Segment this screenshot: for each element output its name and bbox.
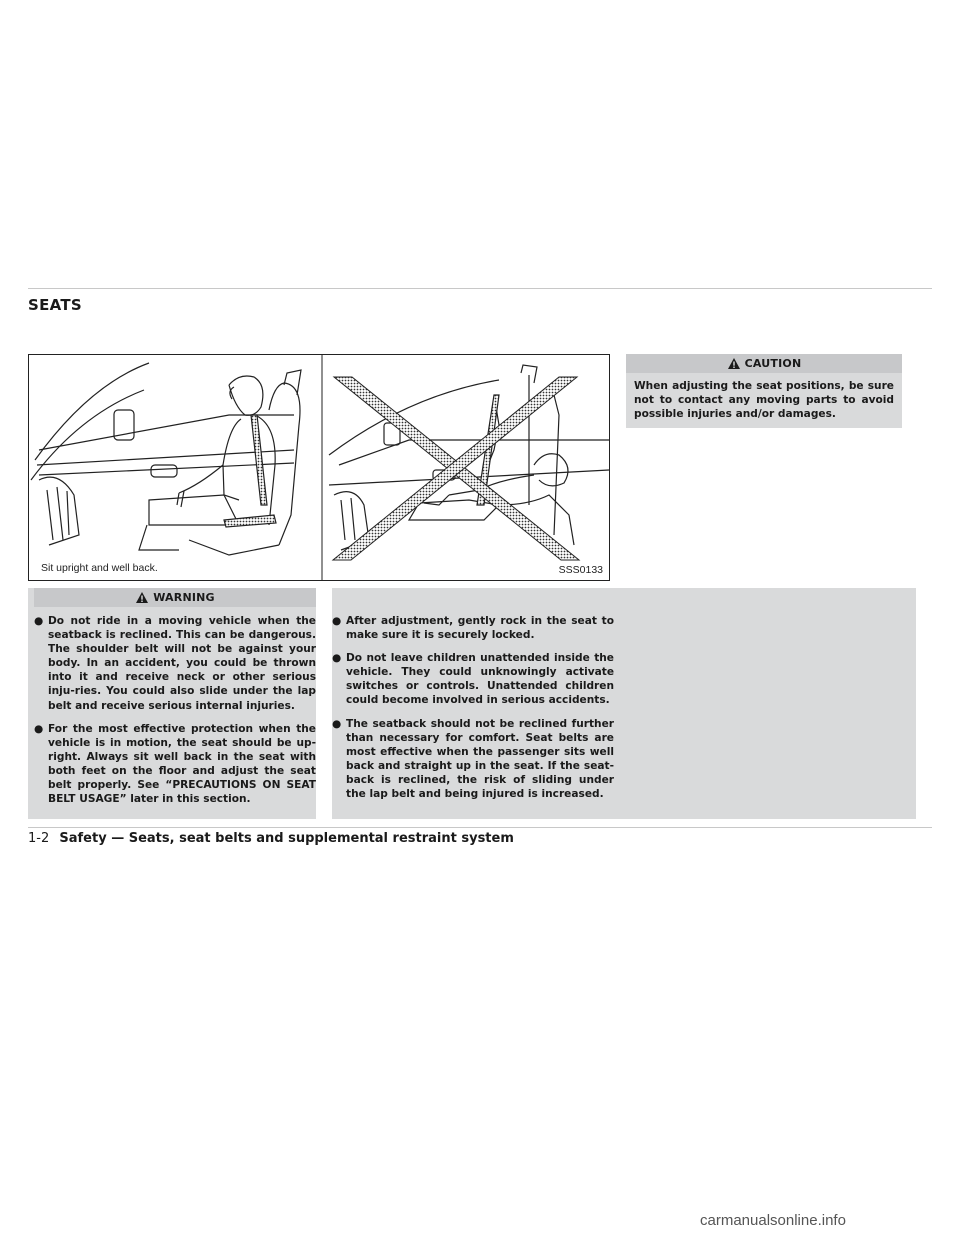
seat-illustration-drawing xyxy=(29,355,609,580)
warning-item-text: For the most effective protection when the vehicle is in motion, the seat should be up-right. Always sit well back in the seat with both feet on the floor and adjust the seat belt properly. See “PRECAUTIONS ON SEAT BELT USAGE” later in this section. xyxy=(48,722,316,806)
bullet-icon: ● xyxy=(34,615,44,627)
watermark: carmanualsonline.info xyxy=(700,1212,846,1229)
bullet-icon: ● xyxy=(332,717,342,730)
warning-item-text: After adjustment, gently rock in the seat to make sure it is securely locked. xyxy=(346,615,614,642)
warning-item-text: The seatback should not be reclined further than necessary for comfort. Seat belts are most effective when the passenger sits well back and straight up in the seat. If the seat-back is reclined, the risk of sliding under the lap belt and being injured is increased. xyxy=(346,717,614,801)
section-rule xyxy=(28,288,932,289)
bullet-icon: ● xyxy=(34,722,44,735)
warning-triangle-icon xyxy=(135,591,149,604)
page-footer xyxy=(28,831,514,846)
figure-code: SSS0133 xyxy=(558,564,603,576)
warning-item xyxy=(332,717,614,802)
warning-item-text: Do not leave children unattended inside the vehicle. They could unknowingly activate switches or controls. Unattended children could become involved in serious accidents. xyxy=(346,652,614,707)
caution-triangle-icon xyxy=(727,357,741,370)
warning-item xyxy=(34,722,316,807)
page-number: 1-2 xyxy=(28,831,50,846)
caution-heading xyxy=(626,354,902,373)
bullet-icon: ● xyxy=(332,615,342,627)
warning-item xyxy=(332,614,614,642)
warning-box xyxy=(28,588,916,819)
warning-heading-label: WARNING xyxy=(153,591,215,604)
caution-heading-label: CAUTION xyxy=(744,357,802,370)
warning-item xyxy=(332,651,614,707)
section-title: SEATS xyxy=(28,296,83,314)
warning-column-left xyxy=(34,614,316,815)
seat-illustration xyxy=(28,354,610,581)
caution-box xyxy=(626,354,902,428)
figure-caption: Sit upright and well back. xyxy=(41,562,158,574)
warning-item-text: Do not ride in a moving vehicle when the seatback is reclined. This can be dangerous. The shoulder belt will not be against your body. In an accident, you could be thrown into it and receive neck or other serious inju-ries. You could also slide under the lap belt and receive serious internal injuries. xyxy=(48,615,316,712)
caution-text: When adjusting the seat positions, be sure not to contact any moving parts to avoid possible injuries and/or damages. xyxy=(634,380,894,421)
warning-column-right xyxy=(332,614,614,810)
warning-heading xyxy=(34,588,316,607)
warning-item xyxy=(34,614,316,713)
bullet-icon: ● xyxy=(332,652,342,665)
footer-rule xyxy=(28,827,932,828)
chapter-title: Safety — Seats, seat belts and supplemental restraint system xyxy=(59,831,514,846)
column-gap xyxy=(316,588,332,819)
